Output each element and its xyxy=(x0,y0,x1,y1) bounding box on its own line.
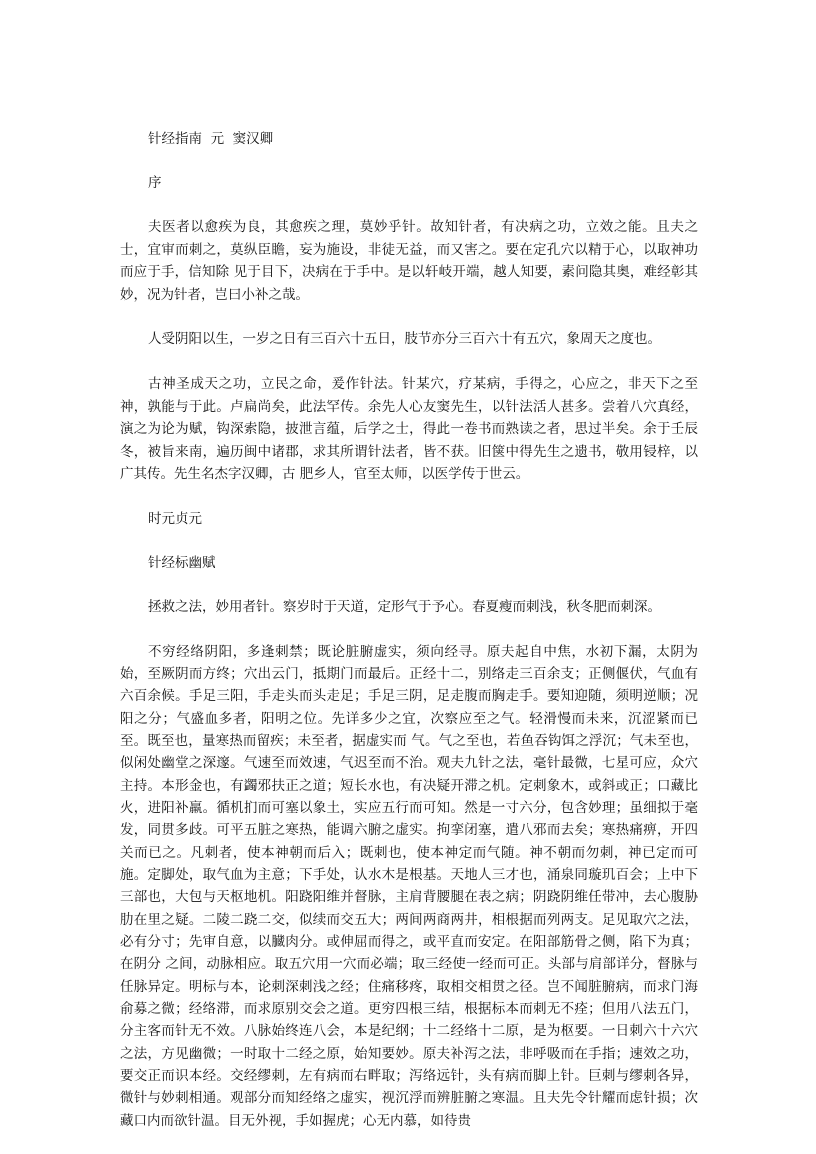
fu-heading: 针经标幽赋 xyxy=(148,554,216,571)
date-line: 时元贞元 xyxy=(148,510,202,527)
fu-paragraph-2: 不穷经络阴阳，多逢刺禁；既论脏腑虚实，须向经寻。原夫起自中焦，水初下漏，太阴为始，至厥阴而方终；穴出云门，抵期门而最后。正经十二，别络走三百余支；正侧偃伏，气血有六百余候。手足三阳，手走头而头走足；手足三阴，足走腹而胸走手。要知迎随，须明逆顺；况阳之分；气盛血多者，阳明之位。先详多少之宜，次察应至之气。轻滑慢而未来，沉涩紧而已至。既至也，量寒热而留疾；未至者，据虚实而 气。气之至也，若鱼吞钩饵之浮沉；气未至也，似闲处幽堂之深邃。气速至而效速，气迟至而不治。观夫九针之法，毫针最微，七星可应，众穴主持。本形金也，有蠲邪扶正之道；短长水也，有决疑开滞之机。定刺象木，或斜或正；口藏比火，进阳补羸。循机扪而可塞以象土，实应五行而可知。然是一寸六分，包含妙理；虽细拟于毫发，同贯多歧。可平五脏之寒热，能调六腑之虚实。拘挛闭塞，遣八邪而去矣；寒热痛痹，开四关而已之。凡刺者，使本神朝而后入；既刺也，使本神定而气随。神不朝而勿刺，神已定而可施。定脚处，取气血为主意；下手处，认水木是根基。天地人三才也，涌泉同璇玑百会；上中下三部也，大包与天枢地机。阳跷阳维并督脉，主肩背腰腿在表之病；阴跷阴维任带冲，去心腹胁肋在里之疑。二陵二跷二交，似续而交五大；两间两商两井，相根据而列两支。足见取穴之法，必有分寸；先审自意，以臓肉分。或伸屈而得之，或平直而安定。在阳部筋骨之侧，陷下为真；在阴分 之间，动脉相应。取五穴用一穴而必端；取三经使一经而可正。头部与肩部详分，督脉与任脉异定。明标与本，论刺深刺浅之经；住痛移疼，取相交相贯之径。岂不闻脏腑病，而求门海俞募之微；经络滞，而求原别交会之道。更穷四根三结，根据标本而刺无不痊；但用八法五门，分主客而针无不效。八脉始终连八会，本是纪纲；十二经络十二原，是为枢要。一日刺六十六穴之法，方见幽微；一时取十二经之原，始知要妙。原夫补泻之法，非呼吸而在手指；速效之功，要交正而识本经。交经缪刺，左有病而右畔取；泻络远针，头有病而脚上针。巨刺与缪刺各异，微针与妙刺相通。观部分而知经络之虚实，视沉浮而辨脏腑之寒温。且夫先令针耀而虑针损；次藏口内而欲针温。目无外视，手如握虎；心无内慕，如待贵 xyxy=(120,643,698,1129)
preface-heading: 序 xyxy=(148,175,162,191)
preface-paragraph-3: 古神圣成天之功，立民之命，爰作针法。针某穴，疗某病，手得之，心应之，非天下之至神，孰能与于此。卢扁尚矣，此法罕传。余先人心友窦先生，以针法活人甚多。尝着八穴真经，演之为论为赋，钩深索隐，披泄言蕴，后学之士，得此一卷书而熟读之者，思过半矣。余于壬辰冬，被旨来南，遍历闽中诸郡，求其所谓针法者，皆不获。旧箧中得先生之遗书，敬用锓梓，以广其传。先生名杰字汉卿，古 肥乡人，官至太师，以医学传于世云。 xyxy=(120,375,698,483)
document-page xyxy=(120,128,698,1154)
preface-paragraph-2: 人受阴阳以生，一岁之日有三百六十五日，肢节亦分三百六十有五穴，象周天之度也。 xyxy=(148,331,661,348)
preface-paragraph-1: 夫医者以愈疾为良，其愈疾之理，莫妙乎针。故知针者，有决病之功，立效之能。且夫之士，宜审而刺之，莫纵臣瞻，妄为施设，非徒无益，而又害之。要在定孔穴以精于心，以取神功而应于手，信知除 见于目下，决病在于手中。是以轩岐开端，越人知要，素问隐其奥，难经彰其妙，况为针者，岂曰小补之哉。 xyxy=(120,219,698,303)
document-title: 针经指南 元 窦汉卿 xyxy=(148,131,274,147)
fu-paragraph-1: 拯救之法，妙用者针。察岁时于天道，定形气于予心。春夏瘦而刺浅，秋冬肥而刺深。 xyxy=(148,598,661,615)
